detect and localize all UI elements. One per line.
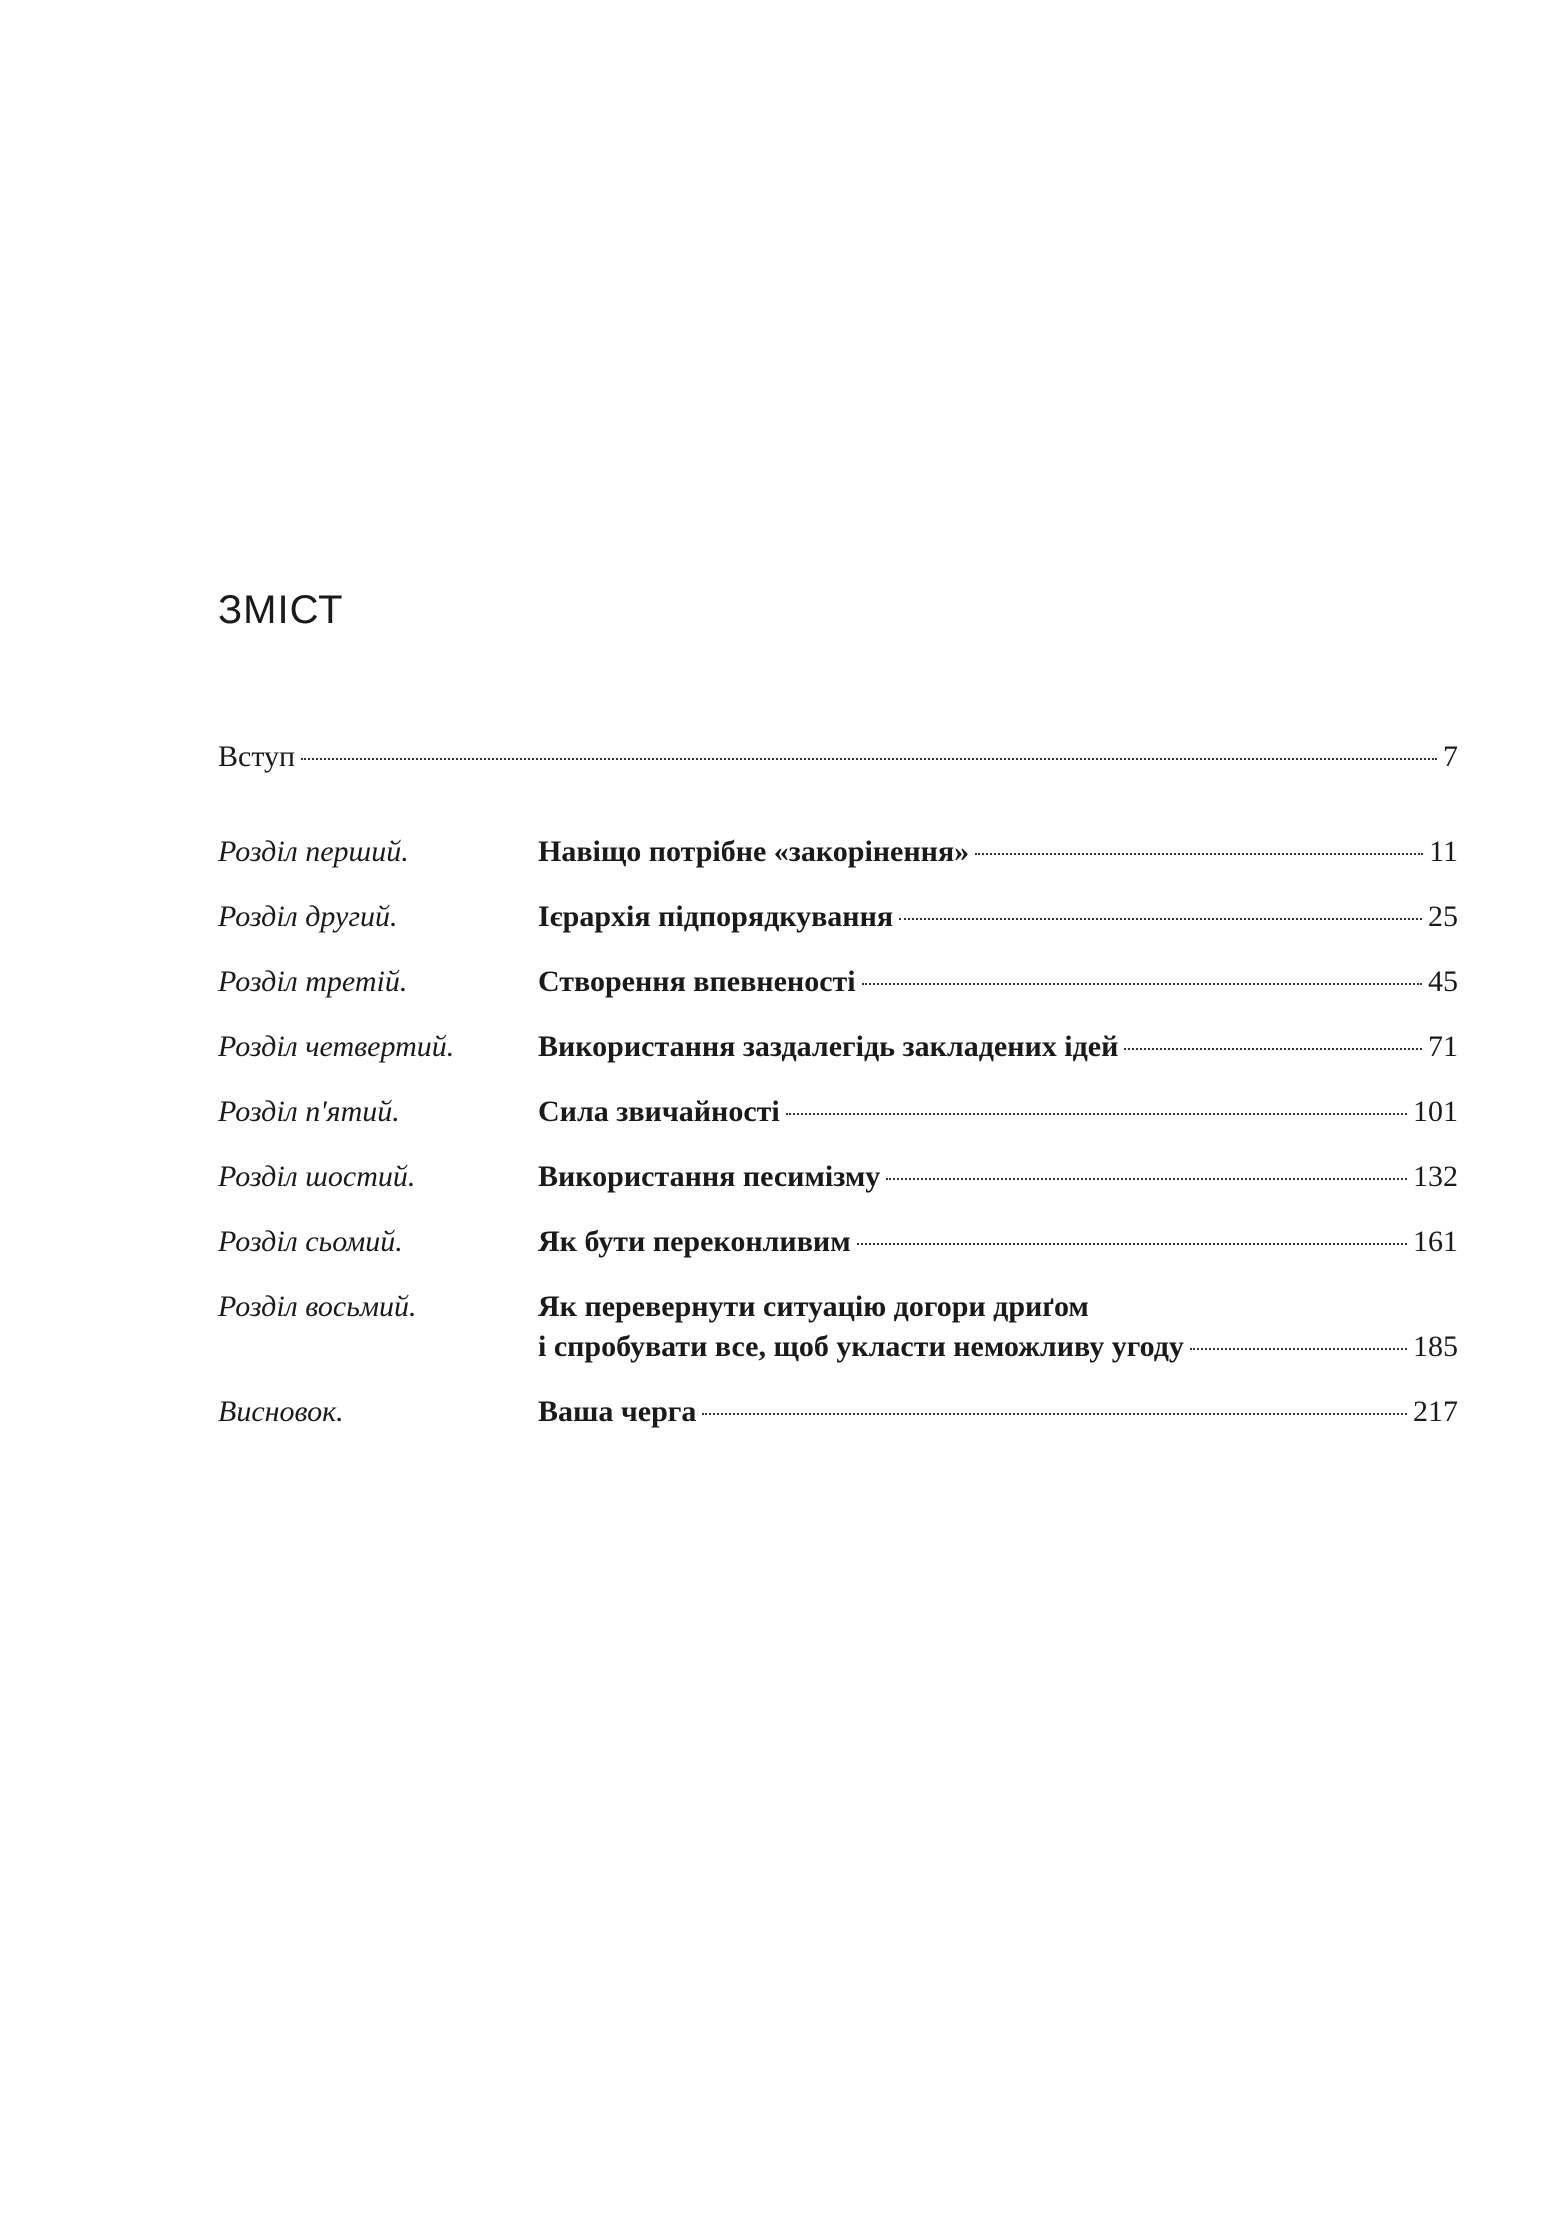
chapter-title: Навіщо потрібне «закорінення»: [538, 835, 970, 868]
dot-leader: [786, 1113, 1407, 1115]
toc-entry-chapter-2: [218, 897, 1458, 937]
dot-leader: [975, 853, 1423, 855]
chapter-label: Розділ четвертий.: [218, 1030, 455, 1063]
chapter-title: Ваша черга: [538, 1395, 697, 1428]
toc-page-number: 7: [1443, 740, 1458, 773]
toc-page-number: 101: [1413, 1095, 1458, 1128]
chapter-title: Використання заздалегідь закладених ідей: [538, 1030, 1119, 1063]
toc-entry-title: Вступ: [218, 740, 296, 773]
toc-entry-intro: [218, 740, 1458, 780]
table-of-contents: [218, 740, 1458, 1457]
toc-entry-chapter-8: [218, 1287, 1458, 1367]
toc-page-number: 161: [1413, 1225, 1458, 1258]
chapter-label: Розділ другий.: [218, 900, 398, 933]
toc-page-number: 11: [1429, 835, 1458, 868]
toc-page-number: 25: [1428, 900, 1458, 933]
chapter-label: Розділ перший.: [218, 835, 409, 868]
chapter-title-line-1: Як перевернути ситуацію догори дриґом: [538, 1290, 1089, 1323]
chapter-label: Розділ сьомий.: [218, 1225, 403, 1258]
toc-page-number: 217: [1413, 1395, 1458, 1428]
chapter-title: Використання песимізму: [538, 1160, 881, 1193]
dot-leader: [886, 1178, 1407, 1180]
dot-leader: [1124, 1048, 1422, 1050]
dot-leader: [702, 1413, 1407, 1415]
toc-page-number: 45: [1428, 965, 1458, 998]
page-title: ЗМІСТ: [218, 588, 344, 632]
dot-leader: [862, 983, 1422, 985]
chapter-label: Розділ шостий.: [218, 1160, 416, 1193]
chapter-title: Сила звичайності: [538, 1095, 780, 1128]
toc-entry-conclusion: [218, 1392, 1458, 1432]
dot-leader: [301, 758, 1437, 760]
toc-entry-chapter-7: [218, 1222, 1458, 1262]
toc-entry-chapter-4: [218, 1027, 1458, 1067]
toc-entry-chapter-5: [218, 1092, 1458, 1132]
toc-entry-chapter-1: [218, 832, 1458, 872]
toc-page-number: 71: [1428, 1030, 1458, 1063]
dot-leader: [1190, 1348, 1407, 1350]
toc-page-number: 132: [1413, 1160, 1458, 1193]
chapter-label: Розділ третій.: [218, 965, 408, 998]
chapter-label: Висновок.: [218, 1395, 344, 1428]
chapter-title: Ієрархія підпорядкування: [538, 900, 894, 933]
chapter-title: Як бути переконливим: [538, 1225, 851, 1258]
chapter-label: Розділ п'ятий.: [218, 1095, 400, 1128]
toc-page-number: 185: [1413, 1330, 1458, 1363]
toc-entry-chapter-6: [218, 1157, 1458, 1197]
chapter-label: Розділ восьмий.: [218, 1290, 417, 1323]
chapter-title-line-2: і спробувати все, щоб укласти неможливу угоду: [538, 1330, 1184, 1363]
chapter-title: Створення впевненості: [538, 965, 856, 998]
toc-entry-chapter-3: [218, 962, 1458, 1002]
dot-leader: [899, 918, 1422, 920]
dot-leader: [857, 1243, 1407, 1245]
